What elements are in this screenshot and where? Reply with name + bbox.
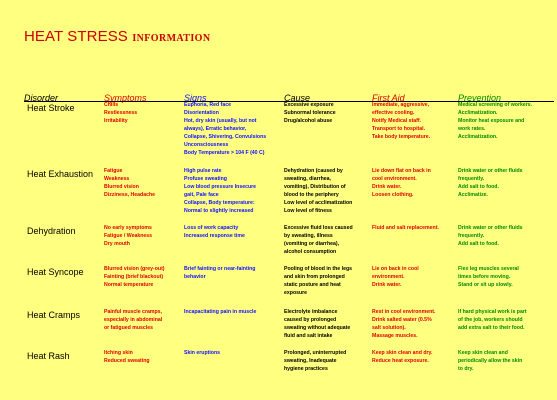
cell-prevention: [458, 265, 519, 289]
cell-signs: [184, 224, 245, 240]
cell-line: environment.: [372, 274, 405, 280]
cell-line: Stand or sit up slowly.: [458, 282, 513, 288]
cell-cause: [284, 101, 336, 125]
cell-line: Fluid and salt replacement.: [372, 225, 439, 231]
cell-line: Euphoria, Red face: [184, 102, 231, 108]
disorder-name: Heat Stroke: [27, 103, 75, 113]
cell-prevention: [458, 101, 532, 141]
cell-line: fluid and salt intake: [284, 333, 333, 339]
cell-line: Electrolyte imbalance: [284, 309, 338, 315]
cell-line: Medical screening of workers.: [458, 102, 533, 108]
cell-line: Weakness: [104, 176, 130, 182]
cell-line: add extra salt to their food.: [458, 325, 525, 331]
cell-line: Flex leg muscles several: [458, 266, 519, 272]
disorder-name: Heat Cramps: [27, 310, 81, 320]
cell-line: Profuse sweating: [184, 176, 227, 182]
cell-symptoms: [104, 224, 152, 248]
cell-line: cool environment.: [372, 176, 417, 182]
cell-line: Drink water.: [372, 282, 402, 288]
cell-line: Reduce heat exposure.: [372, 358, 429, 364]
cell-symptoms: [104, 265, 165, 289]
cell-prevention: [458, 224, 523, 248]
cell-symptoms: [104, 308, 162, 332]
cell-line: sweating, diarrhea,: [284, 176, 331, 182]
cell-line: to dry.: [458, 366, 474, 372]
cell-signs: [184, 265, 255, 281]
cell-cause: [284, 349, 346, 373]
cell-line: If hard physical work is part: [458, 309, 527, 315]
header-prevention: Prevention: [458, 93, 502, 103]
cell-line: Chills: [104, 102, 119, 108]
cell-line: (vomiting or diarrhea),: [284, 241, 340, 247]
cell-line: No early symptoms: [104, 225, 152, 231]
cell-symptoms: [104, 349, 150, 365]
cell-line: Excessive exposure: [284, 102, 334, 108]
cell-cause: [284, 224, 353, 256]
page-title: [24, 28, 210, 46]
header-first-aid: First Aid: [372, 93, 405, 103]
cell-line: salt solution).: [372, 325, 406, 331]
cell-line: Irritability: [104, 118, 128, 124]
cell-line: Dry mouth: [104, 241, 130, 247]
header-disorder: Disorder: [24, 93, 59, 103]
cell-line: Disorientation: [184, 110, 219, 116]
cell-line: Take body temperature.: [372, 134, 431, 140]
cell-line: Fainting (brief blackout): [104, 274, 164, 280]
cell-line: Collapse, Shivering, Convulsions: [184, 134, 267, 140]
cell-cause: [284, 265, 352, 297]
cell-line: caused by prolonged: [284, 317, 337, 323]
cell-line: work rates.: [458, 126, 486, 132]
cell-line: Prolonged, uninterrupted: [284, 350, 347, 356]
cell-line: Fatigue / Weakness: [104, 233, 153, 239]
disorder-name: Heat Exhaustion: [27, 169, 94, 179]
cell-signs: [184, 167, 256, 215]
disorder-name: Heat Syncope: [27, 267, 84, 277]
cell-cause: [284, 308, 350, 340]
cell-line: Dizziness, Headache: [104, 192, 156, 198]
cell-line: Subnormal tolerance: [284, 110, 336, 116]
cell-line: Low blood pressure Insecure: [184, 184, 257, 190]
cell-line: always), Erratic behavior,: [184, 126, 247, 132]
cell-line: Incapacitating pain in muscle: [184, 309, 257, 315]
cell-line: frequently.: [458, 176, 485, 182]
cell-line: sweating, Inadequate: [284, 358, 337, 364]
cell-line: Brief fainting or near-fainting: [184, 266, 256, 272]
disorder-name: Dehydration: [27, 226, 76, 236]
cell-line: Acclimatize.: [458, 192, 488, 198]
cell-prevention: [458, 167, 523, 199]
cell-line: or fatigued muscles: [104, 325, 154, 331]
cell-line: Itching skin: [104, 350, 133, 356]
cell-line: hygiene practices: [284, 366, 328, 372]
cell-line: Low level of acclimatization: [284, 200, 353, 206]
cell-prevention: [458, 349, 522, 373]
cell-line: Monitor heat exposure and: [458, 118, 525, 124]
title-main: HEAT STRESS: [24, 28, 128, 45]
cell-line: Skin eruptions: [184, 350, 221, 356]
cell-line: Painful muscle cramps,: [104, 309, 162, 315]
cell-cause: [284, 167, 352, 215]
header-signs: Signs: [184, 93, 207, 103]
cell-line: blood to the periphery: [284, 192, 339, 198]
cell-signs: [184, 101, 266, 157]
cell-line: Transport to hospital.: [372, 126, 426, 132]
cell-line: Notify Medical staff.: [372, 118, 422, 124]
cell-first-aid: [372, 349, 432, 365]
cell-line: Restlessness: [104, 110, 138, 116]
cell-line: Unconsciousness: [184, 142, 229, 148]
cell-line: Blurred vision (grey-out): [104, 266, 165, 272]
cell-prevention: [458, 308, 527, 332]
cell-line: Blurred vision: [104, 184, 139, 190]
cell-line: High pulse rate: [184, 168, 222, 174]
cell-first-aid: [372, 101, 430, 141]
cell-first-aid: [372, 167, 431, 199]
cell-first-aid: [372, 308, 435, 340]
cell-line: Dehydration (caused by: [284, 168, 343, 174]
cell-line: Hot, dry skin (usually, but not: [184, 118, 257, 124]
cell-line: Lie on back in cool: [372, 266, 419, 272]
cell-symptoms: [104, 101, 137, 125]
cell-line: and skin from prolonged: [284, 274, 345, 280]
cell-line: Collapse, Body temperature:: [184, 200, 255, 206]
cell-line: Lie down flat on back in: [372, 168, 431, 174]
cell-line: Add salt to food.: [458, 184, 499, 190]
cell-line: alcohol consumption: [284, 249, 337, 255]
cell-line: frequently.: [458, 233, 485, 239]
cell-line: Body Temperature > 104 F (40 C): [184, 150, 265, 156]
cell-symptoms: [104, 167, 155, 199]
cell-line: Drink salted water (0.5%: [372, 317, 432, 323]
cell-line: Drink water or other fluids: [458, 225, 523, 231]
cell-line: sweating without adequate: [284, 325, 351, 331]
cell-line: Rest in cool environment.: [372, 309, 436, 315]
cell-line: Acclimatization.: [458, 134, 498, 140]
cell-line: Immediate, aggressive,: [372, 102, 430, 108]
cell-line: Drink water.: [372, 184, 402, 190]
cell-line: Pooling of blood in the legs: [284, 266, 353, 272]
cell-line: Loosen clothing.: [372, 192, 414, 198]
cell-first-aid: [372, 265, 419, 289]
cell-first-aid: [372, 224, 439, 232]
cell-line: exposure: [284, 290, 308, 296]
cell-line: static posture and heat: [284, 282, 341, 288]
title-sub: INFORMATION: [132, 33, 211, 44]
cell-signs: [184, 308, 256, 316]
cell-line: Low level of fitness: [284, 208, 332, 214]
cell-line: Keep skin clean and dry.: [372, 350, 433, 356]
cell-line: effective cooling.: [372, 110, 415, 116]
cell-line: vomiting), Distribution of: [284, 184, 346, 190]
cell-signs: [184, 349, 220, 357]
cell-line: Massage muscles.: [372, 333, 418, 339]
cell-line: Keep skin clean and: [458, 350, 508, 356]
cell-line: behavior: [184, 274, 206, 280]
cell-line: Normal temperature: [104, 282, 154, 288]
cell-line: by sweating, illness: [284, 233, 333, 239]
cell-line: Reduced sweating: [104, 358, 150, 364]
cell-line: Drink water or other fluids: [458, 168, 523, 174]
cell-line: Normal to slightly increased: [184, 208, 254, 214]
cell-line: Loss of work capacity: [184, 225, 239, 231]
cell-line: periodically allow the skin: [458, 358, 523, 364]
disorder-name: Heat Rash: [27, 351, 70, 361]
cell-line: Acclimatization.: [458, 110, 498, 116]
cell-line: gait, Pale face: [184, 192, 219, 198]
cell-line: times before moving.: [458, 274, 511, 280]
cell-line: Add salt to food.: [458, 241, 499, 247]
cell-line: Increased response time: [184, 233, 245, 239]
cell-line: Fatigue: [104, 168, 123, 174]
header-cause: Cause: [284, 93, 311, 103]
header-symptoms: Symptoms: [104, 93, 147, 103]
cell-line: especially in abdominal: [104, 317, 163, 323]
cell-line: Excessive fluid loss caused: [284, 225, 353, 231]
cell-line: of the job, workers should: [458, 317, 523, 323]
cell-line: Drug/alcohol abuse: [284, 118, 333, 124]
